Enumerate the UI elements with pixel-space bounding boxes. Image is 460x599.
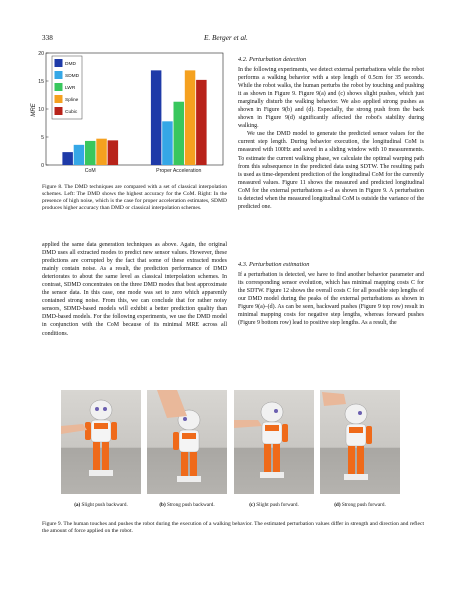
robot-figure <box>344 404 372 480</box>
y-tick-label: 5 <box>41 135 44 141</box>
y-tick-label: 20 <box>38 51 44 57</box>
legend-label: Spline <box>65 98 79 103</box>
bar-sdmd-0 <box>74 145 85 165</box>
bar-sdmd-1 <box>162 121 173 165</box>
subfigure-c-text: Slight push forward. <box>256 502 299 508</box>
page-number: 338 <box>42 34 53 42</box>
left-column-paragraph <box>42 241 227 338</box>
subfigure-b-text: Strong push backward. <box>166 502 215 508</box>
subfigure-b-letter: (b) <box>159 502 166 508</box>
photo-slight-push-forward <box>234 390 314 494</box>
section-4-2-heading: 4.2. Perturbation detection <box>238 56 307 63</box>
bar-lwr-0 <box>85 141 96 165</box>
legend <box>52 56 82 119</box>
y-tick-label: 0 <box>41 163 44 169</box>
robot-figure <box>173 410 201 482</box>
x-tick-label: CoM <box>84 168 96 174</box>
figure-8-caption: Figure 8. The DMD techniques are compared with a set of classical interpolation schemes. Left: The DMD shows the highest accuracy for the CoM. Right: In the presence of high noise, which is the case for proper acceleration estimates, SDMD produces higher accuracy than DMD or classical interpolation schemes. <box>42 184 227 212</box>
section-4-3-heading: 4.3. Perturbation estimation <box>238 261 310 268</box>
x-tick-labels <box>85 168 202 174</box>
hand <box>157 390 187 418</box>
subfigure-d-letter: (d) <box>334 502 341 508</box>
hand <box>322 392 346 406</box>
hand <box>234 420 262 428</box>
bar-dmd-1 <box>151 70 162 165</box>
section-4-2-paragraph-2: We use the DMD model to generate the predicted sensor values for the current step length. During behavior execution, the longitudinal CoM is measured with 100Hz and saved in a sliding window with 10 measurements. To estimate the current walking phase, we calculate the optimal warping path from this subsequence in the predicted data using SDTW. The resulting path is used as time-dependent prediction of the longitudinal CoM for the currently measured values. Figure 11 shows the measured and predicted longitudinal CoM for the external perturbations a–d as shown in Figure 9. A perturbation is detected when the measured longitudinal CoM is outside the variance of the predicted one. <box>238 131 424 210</box>
subfigure-d-text: Strong push forward. <box>341 502 386 508</box>
section-4-3-body <box>238 271 424 327</box>
legend-swatch <box>55 59 63 67</box>
bar-lwr-1 <box>174 102 185 165</box>
x-tick-label: Proper Acceleration <box>156 168 202 174</box>
figure-9-caption: Figure 9. The human touches and pushes the robot during the execution of a walking behavior. The estimated perturbation values differ in strength and direction and reflect the amount of force applied on the robot. <box>42 521 424 535</box>
left-paragraph-text: applied the same data generation techniques as above. Again, the original DMD uses all extracted modes to predict new sensor values. However, these predictions are corrupted by the fact that some of these extracted modes mainly contain noise. As a result, the prediction performance of DMD deteriorates to about the same level as classical interpolation schemes. In contrast, SDMD concentrates on the three DMD modes that best approximate the sensor data. In this case, one mode was set to zero which apparently contained strong noise. From this, we can conclude that for rather noisy sensors, SDMD-based models will exhibit a better prediction quality than DMD-based models. For the following experiments, we use the DMD model in conjunction with the CoM because of its minimal MRE across all conditions. <box>42 242 227 337</box>
photo-slight-push-backward <box>61 390 141 494</box>
subfigure-d-label <box>309 502 411 508</box>
y-tick-label: 10 <box>38 107 44 113</box>
y-axis-label: MRE <box>31 103 37 117</box>
legend-swatch <box>55 71 63 79</box>
legend-label: DMD <box>65 62 76 67</box>
section-4-3-paragraph: If a perturbation is detected, we have to find another behavior parameter and its corresponding sensor evolution, which has minimal mapping costs C for the SDTW. Figure 12 shows the overall costs C for all possible step lengths of our DMD model during the peaks of the external perturbations as shown in Figure 9(a)–(d). As can be seen, backward pushes (Figure 9 top row) result in minimal mapping costs for negative step lengths, whereas forward pushes (Figure 9 bottom row) lead to positive step lengths. As a result, the <box>238 272 424 327</box>
section-4-2-paragraph-1: In the following experiments, we detect external perturbations while the robot performs a walking behavior with a step length of 0.5cm for 35 seconds. While the robot walks, the human perturbs the robot by touching and pushing it as shown in Figure 9. Figure 9(a) and (c) shows slight pushes, which just marginally disturb the walking behavior. We also applied strong pushes as shown in Figure 9(b) and (d). Especially, the strong push from the back shown in Figure 9(d) significantly affected the robot's stability during walking. <box>238 67 424 130</box>
legend-label: Cubic <box>65 110 78 115</box>
bar-cubic-0 <box>108 140 119 165</box>
bar-spline-1 <box>185 70 196 165</box>
photo-strong-push-backward <box>147 390 227 494</box>
figure-8-chart <box>26 48 226 176</box>
legend-swatch <box>55 83 63 91</box>
robot-figure <box>260 402 288 478</box>
subfigure-a-letter: (a) <box>74 502 81 508</box>
subfigure-a-text: Slight push backward. <box>81 502 128 508</box>
legend-swatch <box>55 107 63 115</box>
running-title: E. Berger et al. <box>204 34 248 42</box>
bar-dmd-0 <box>62 152 73 165</box>
y-tick-label: 15 <box>38 79 44 85</box>
legend-label: LWR <box>65 86 76 91</box>
bars <box>62 70 206 165</box>
bar-spline-0 <box>96 139 107 165</box>
section-4-2-body <box>238 66 424 211</box>
y-axis <box>38 51 48 169</box>
legend-label: SDMD <box>65 74 80 79</box>
subfigure-c-letter: (c) <box>249 502 255 508</box>
legend-swatch <box>55 95 63 103</box>
bar-cubic-1 <box>196 80 207 165</box>
robot-figure <box>85 400 117 476</box>
hand <box>61 424 87 434</box>
photo-strong-push-forward <box>320 390 400 494</box>
